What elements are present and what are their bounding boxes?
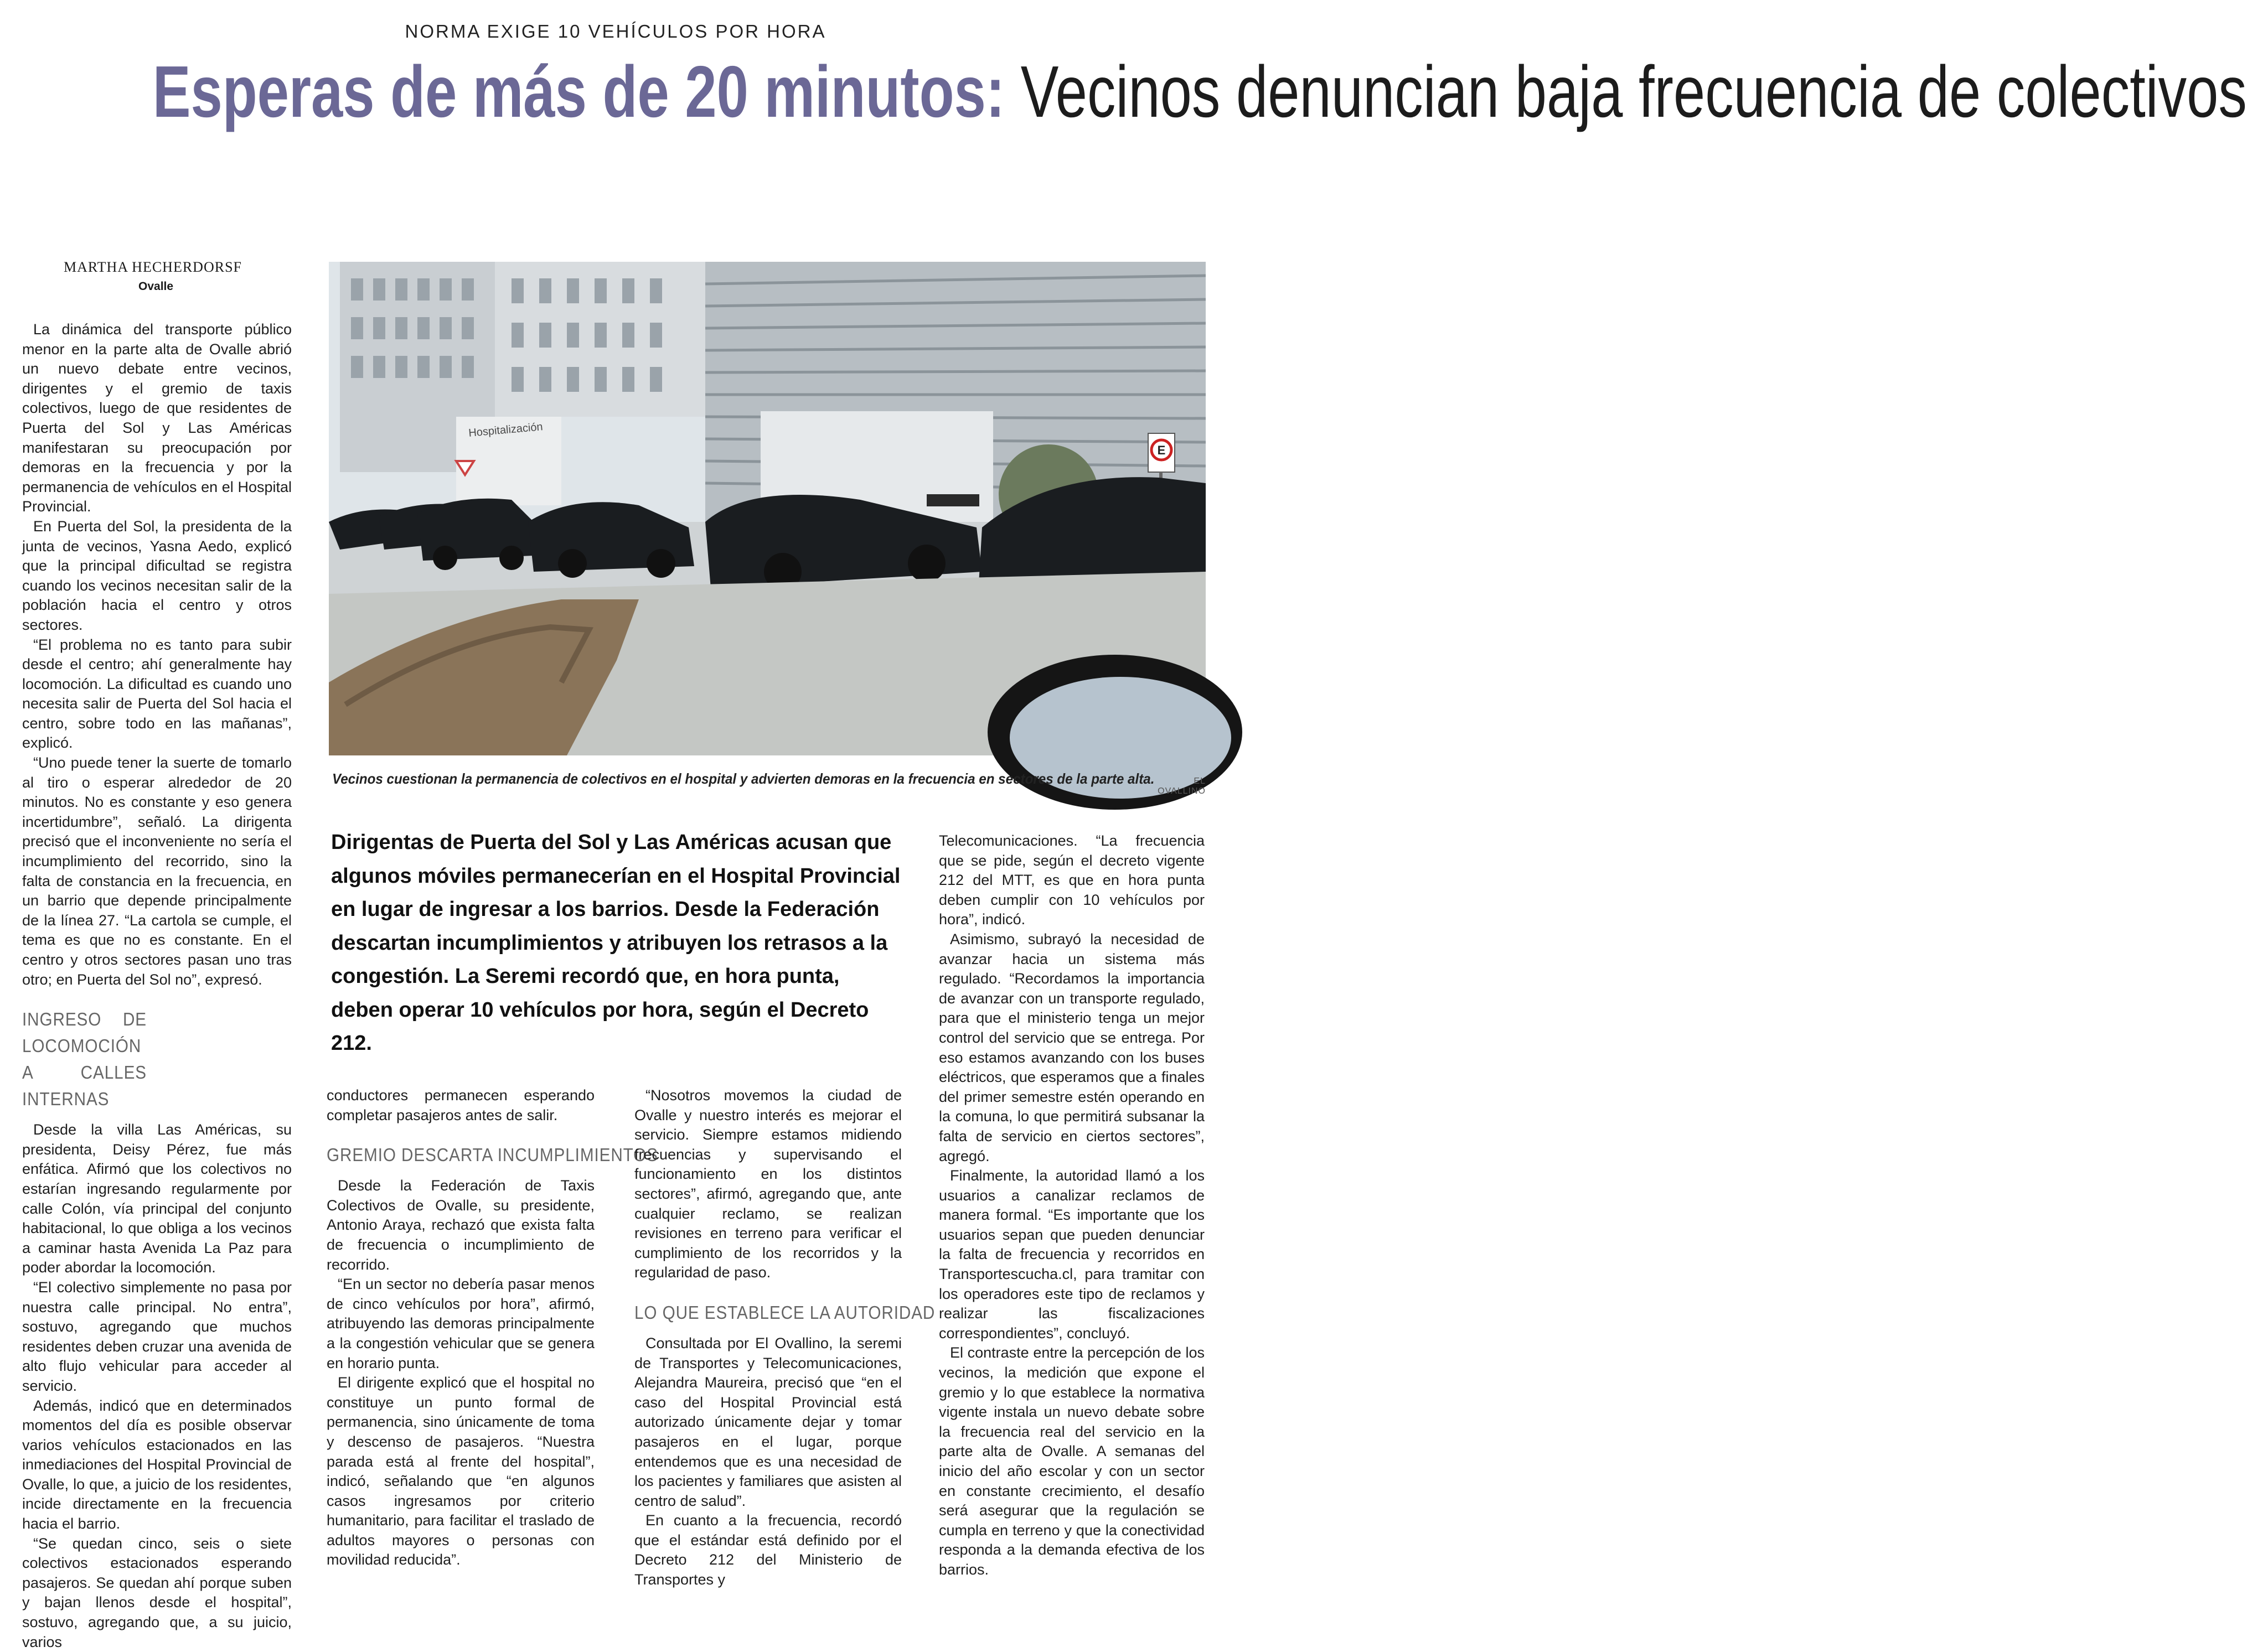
paragraph: “En un sector no debería pasar menos de cinco vehículos por hora”, afirmó, atribuyendo las demoras principalmente a la congestión vehicular que se genera en horario punta. <box>327 1276 595 1371</box>
paragraph: El dirigente explicó que el hospital no constituye un punto formal de permanencia, sino únicamente de toma y descenso de pasajeros. “Nuestra parada está al frente del hospital”, indicó, señalando que “en algunos casos ingresamos por criterio humanitario, para facilitar el traslado de adultos mayores o personas con movilidad reducida”. <box>327 1374 595 1568</box>
photo-caption: Vecinos cuestionan la permanencia de colectivos en el hospital y advierten demoras en la frecuencia en sectores de la parte alta. <box>332 770 1155 787</box>
svg-text:E: E <box>1157 443 1166 457</box>
headline-rest: Vecinos denuncian baja frecuencia de colectivos <box>1020 51 2247 132</box>
paragraph: “Nosotros movemos la ciudad de Ovalle y nuestro interés es mejorar el servicio. Siempre estamos midiendo frecuencias y supervisando el funcionamiento en los distintos sectores”, afirmó, agregando que, ante cualquier reclamo, se realizan revisiones en terreno para verificar el cumplimiento de los recorridos y la regularidad de paso. <box>634 1087 902 1281</box>
news-photo <box>329 262 1206 755</box>
paragraph: “El colectivo simplemente no pasa por nuestra calle principal. No entra”, sostuvo, agregando que muchos residentes deben cruzar una avenida de alto flujo vehicular para acceder al servicio. <box>22 1278 292 1394</box>
paragraph: Desde la villa Las Américas, su presidenta, Deisy Pérez, fue más enfática. Afirmó que los colectivos no estarían ingresando regularmente por calle Colón, vía principal del conjunto habitacional, lo que obliga a los vecinos a caminar hasta Avenida La Paz para poder abordar la locomoción. <box>22 1121 292 1276</box>
paragraph: Consultada por El Ovallino, la seremi de Transportes y Telecomunicaciones, Alejandra Maureira, precisó que “en el caso del Hospital Provincial está autorizado únicamente dejar y tomar pasajeros en el lugar, porque entendemos que es una necesidad de los pacientes y familiares que asisten al centro de salud”. <box>634 1334 902 1509</box>
paragraph: “Se quedan cinco, seis o siete colectivos estacionados esperando pasajeros. Se quedan ahí porque suben y bajan llenos desde el hospital”, sostuvo, agregando que, a su juicio, varios <box>22 1535 292 1650</box>
photo-illustration <box>329 262 1206 755</box>
headline <box>152 51 2247 132</box>
paragraph: Además, indicó que en determinados momentos del día es posible observar varios vehículos estacionados en las inmediaciones del Hospital Provincial de Ovalle, lo que, a juicio de los residentes, incide directamente en la frecuencia hacia el barrio. <box>22 1397 292 1532</box>
paragraph: Finalmente, la autoridad llamó a los usuarios a canalizar reclamos de manera formal. “Es importante que los usuarios sepan que pueden denunciar la falta de frecuencia y recorridos en Transportescucha.cl, para tramitar con los operadores este tipo de reclamos y realizar las fiscalizaciones correspondientes”, concluyó. <box>939 1167 1205 1342</box>
paragraph: En Puerta del Sol, la presidenta de la junta de vecinos, Yasna Aedo, explicó que la principal dificultad se registra cuando los vecinos necesitan salir de la población hacia el centro y otros sectores. <box>22 517 292 633</box>
headline-lead: Esperas de más de 20 minutos: <box>152 51 1005 132</box>
paragraph: conductores permanecen esperando completar pasajeros antes de salir. <box>327 1087 595 1123</box>
paragraph: Desde la Federación de Taxis Colectivos de Ovalle, su presidente, Antonio Araya, rechazó que exista falta de frecuencia o incumplimiento de recorrido. <box>327 1177 595 1273</box>
paragraph: En cuanto a la frecuencia, recordó que el estándar está definido por el Decreto 212 del Ministerio de Transportes y <box>634 1512 902 1588</box>
paragraph: Asimismo, subrayó la necesidad de avanzar hacia un sistema más regulado. “Recordamos la importancia de avanzar con un transporte regulado, para que el ministerio tenga un mejor control del servicio que se entrega. Por eso estamos avanzando con los buses eléctricos, que esperamos que a finales del primer semestre estén operando en la comuna, lo que permitirá subsanar la falta de servicio en ciertos sectores”, agregó. <box>939 930 1205 1164</box>
body-column-1 <box>22 320 292 1652</box>
photo-credit: EL OVALLINO <box>1158 776 1206 796</box>
paragraph: Telecomunicaciones. “La frecuencia que se pide, según el decreto vigente 212 del MTT, es que en hora punta deben cumplir con 10 vehículos por hora”, indicó. <box>939 832 1205 928</box>
subheading-ingreso <box>22 1006 265 1112</box>
paragraph: El contraste entre la percepción de los vecinos, la medición que expone el gremio y lo que establece la normativa vigente instala un nuevo debate sobre la frecuencia real del servicio en la parte alta de Ovalle. A semanas del inicio del año escolar y con un sector en constante crecimiento, el desafío será asegurar que la regulación se cumpla en terreno y que la conectividad responda a la demanda efectiva de los barrios. <box>939 1344 1205 1578</box>
body-column-2 <box>327 1086 658 1570</box>
subheading-text: INGRESO DE LOCOMOCIÓN A CALLES INTERNAS <box>22 1009 147 1110</box>
paragraph: “El problema no es tanto para subir desde el centro; ahí generalmente hay locomoción. La dificultad es cuando uno necesita salir de Puerta del Sol hacia el centro, sobre todo en las mañanas”, explicó. <box>22 636 292 752</box>
hospital-sign: Hospitalización <box>468 421 544 439</box>
subheading-gremio: GREMIO DESCARTA INCUMPLIMIENTOS <box>327 1145 658 1166</box>
byline: MARTHA HECHERDORSF <box>64 259 242 275</box>
kicker: NORMA EXIGE 10 VEHÍCULOS POR HORA <box>405 21 827 42</box>
paragraph: La dinámica del transporte público menor en la parte alta de Ovalle abrió un nuevo debate entre vecinos, dirigentes y el gremio de taxis colectivos, luego de que residentes de Puerta del Sol y Las Américas manifestaran su preocupación por demoras en la frecuencia y por la permanencia de vehículos en el Hospital Provincial. <box>22 321 292 515</box>
body-column-3 <box>634 1086 936 1590</box>
lede-summary: Dirigentas de Puerta del Sol y Las Américas acusan que algunos móviles permanecerían en el Hospital Provincial en lugar de ingresar a los barrios. Desde la Federación descartan incumplimientos y atribuyen los retrasos a la congestión. La Seremi recordó que, en hora punta, deben operar 10 vehículos por hora, según el Decreto 212. <box>331 831 901 1055</box>
subheading-autoridad: LO QUE ESTABLECE LA AUTORIDAD <box>634 1302 936 1323</box>
byline-city: Ovalle <box>138 280 174 293</box>
paragraph: “Uno puede tener la suerte de tomarlo al tiro o esperar alrededor de 20 minutos. No es constante y eso genera incertidumbre”, señaló. La dirigenta precisó que el inconveniente no sería el incumplimiento del recorrido, sino la falta de constancia en la frecuencia, en un barrio que depende principalmente de la línea 27. “La cartola se cumple, el tema es que no es constante. En el centro y otros sectores pasan uno tras otro; en Puerta del Sol no”, expresó. <box>22 754 292 988</box>
body-column-4 <box>939 831 1205 1580</box>
